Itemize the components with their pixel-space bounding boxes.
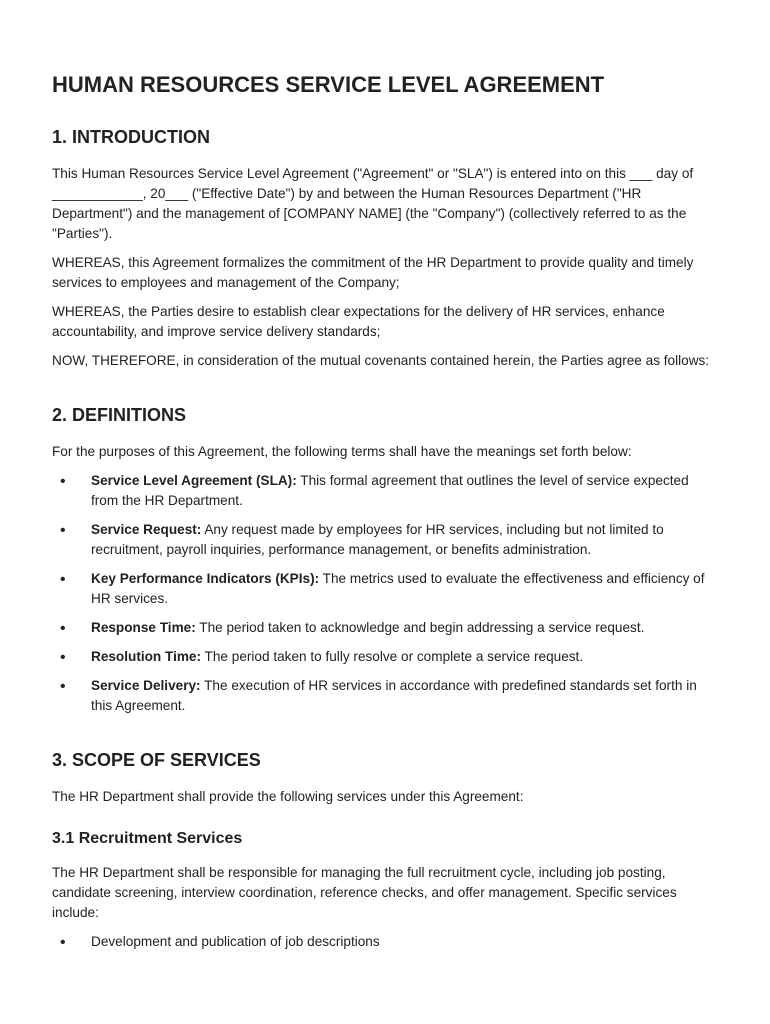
subsection-heading-recruitment: 3.1 Recruitment Services	[52, 830, 243, 847]
definition-term: Service Delivery:	[91, 678, 201, 693]
bullet-icon: •	[60, 678, 66, 695]
definition-term: Response Time:	[91, 620, 196, 635]
bullet-icon: •	[60, 934, 66, 951]
definition-text: The metrics used to evaluate the effectiveness and efficiency of HR services.	[91, 571, 705, 606]
definition-term: Resolution Time:	[91, 649, 202, 664]
list-item	[52, 569, 718, 609]
list-item	[52, 647, 718, 667]
definition-term: Service Level Agreement (SLA):	[91, 473, 297, 488]
bullet-icon: •	[60, 649, 66, 666]
document-title: HUMAN RESOURCES SERVICE LEVEL AGREEMENT	[52, 72, 605, 97]
list-item	[52, 471, 718, 511]
bullet-icon: •	[60, 620, 66, 637]
section-heading-definitions: 2. DEFINITIONS	[52, 405, 187, 425]
recruitment-item-text: Development and publication of job descriptions	[91, 934, 380, 949]
definition-term: Service Request:	[91, 522, 202, 537]
bullet-icon: •	[60, 571, 66, 588]
list-item	[52, 618, 718, 638]
section-definitions	[52, 403, 718, 716]
section-heading-introduction: 1. INTRODUCTION	[52, 127, 211, 147]
definitions-list	[52, 471, 718, 716]
definition-term: Key Performance Indicators (KPIs):	[91, 571, 320, 586]
definition-text: Any request made by employees for HR services, including but not limited to recruitment, payroll inquiries, performance management, or benefits administration.	[91, 522, 664, 557]
definitions-intro: For the purposes of this Agreement, the following terms shall have the meanings set forth below:	[52, 444, 632, 459]
definition-text: This formal agreement that outlines the level of service expected from the HR Department.	[91, 473, 689, 508]
section-heading-scope: 3. SCOPE OF SERVICES	[52, 750, 261, 770]
bullet-icon: •	[60, 522, 66, 539]
recruitment-paragraph: The HR Department shall be responsible for managing the full recruitment cycle, including job posting, candidate screening, interview coordination, reference checks, and offer management. Specific services include:	[52, 865, 677, 920]
scope-intro: The HR Department shall provide the following services under this Agreement:	[52, 789, 524, 804]
intro-paragraph-4: NOW, THEREFORE, in consideration of the mutual covenants contained herein, the Parties agree as follows:	[52, 353, 710, 368]
definition-text: The period taken to acknowledge and begin addressing a service request.	[195, 620, 645, 635]
section-introduction	[52, 125, 718, 371]
list-item	[52, 520, 718, 560]
intro-paragraph-2: WHEREAS, this Agreement formalizes the commitment of the HR Department to provide quality and timely services to employees and management of the Company;	[52, 255, 694, 290]
intro-paragraph-1: This Human Resources Service Level Agreement ("Agreement" or "SLA") is entered into on this ___ day of ____________, 20___ ("Effective Date") by and between the Human Resources Department ("HR Department") and the management of [COMPANY NAME] (the "Company") (collectively referred to as the "Parties").	[52, 166, 694, 241]
definition-text: The execution of HR services in accordance with predefined standards set forth in this Agreement.	[91, 678, 697, 713]
list-item	[52, 676, 718, 716]
document-page	[52, 70, 718, 961]
recruitment-list	[52, 932, 718, 952]
definition-text: The period taken to fully resolve or complete a service request.	[201, 649, 584, 664]
bullet-icon: •	[60, 473, 66, 490]
section-scope	[52, 748, 718, 952]
intro-paragraph-3: WHEREAS, the Parties desire to establish clear expectations for the delivery of HR services, enhance accountability, and improve service delivery standards;	[52, 304, 665, 339]
list-item	[52, 932, 718, 952]
